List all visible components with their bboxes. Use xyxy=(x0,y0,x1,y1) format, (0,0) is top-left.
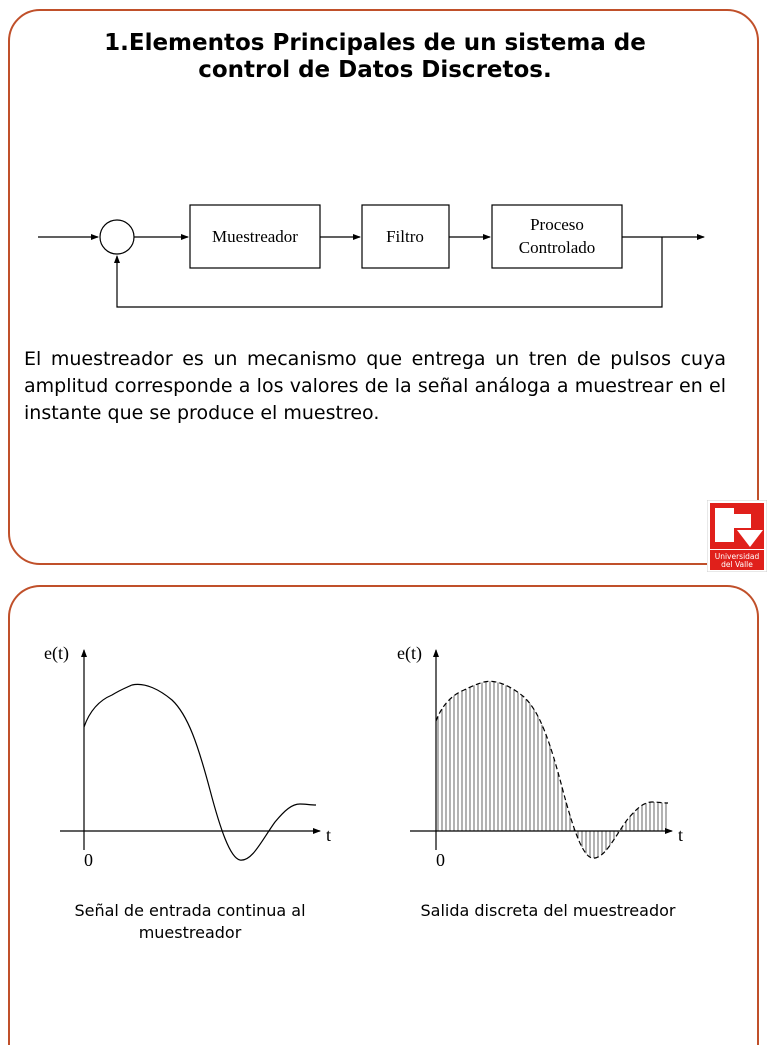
logo-text-line1: Universidad xyxy=(714,552,760,561)
right-y-label: e(t) xyxy=(397,643,422,663)
left-origin-label: 0 xyxy=(84,850,93,870)
right-x-label: t xyxy=(678,825,684,845)
summing-junction xyxy=(100,220,134,254)
title-line-1: 1.Elementos Principales de un sistema de xyxy=(104,30,646,56)
block-diagram xyxy=(0,0,768,340)
left-x-label: t xyxy=(326,825,332,845)
description-paragraph: El muestreador es un mecanismo que entrega un tren de pulsos cuya amplitud corresponde a los valores de la señal análoga a muestrear en el instante que se produce el muestreo. xyxy=(24,348,726,424)
right-origin-label: 0 xyxy=(436,850,445,870)
left-y-label: e(t) xyxy=(44,643,69,663)
filter-label: Filtro xyxy=(386,227,424,246)
logo-text-line2: del Valle xyxy=(721,560,753,569)
process-label-line2: Controlado xyxy=(518,238,596,257)
caption-discrete: Salida discreta del muestreador xyxy=(420,901,676,920)
university-logo xyxy=(707,500,767,572)
process-label-line1: Proceso xyxy=(530,215,584,234)
sampler-label: Muestreador xyxy=(212,227,298,246)
title-line-2: control de Datos Discretos. xyxy=(198,57,552,83)
caption-continuous: Señal de entrada continua al muestreador xyxy=(74,901,306,942)
slide-bottom xyxy=(8,585,759,1045)
